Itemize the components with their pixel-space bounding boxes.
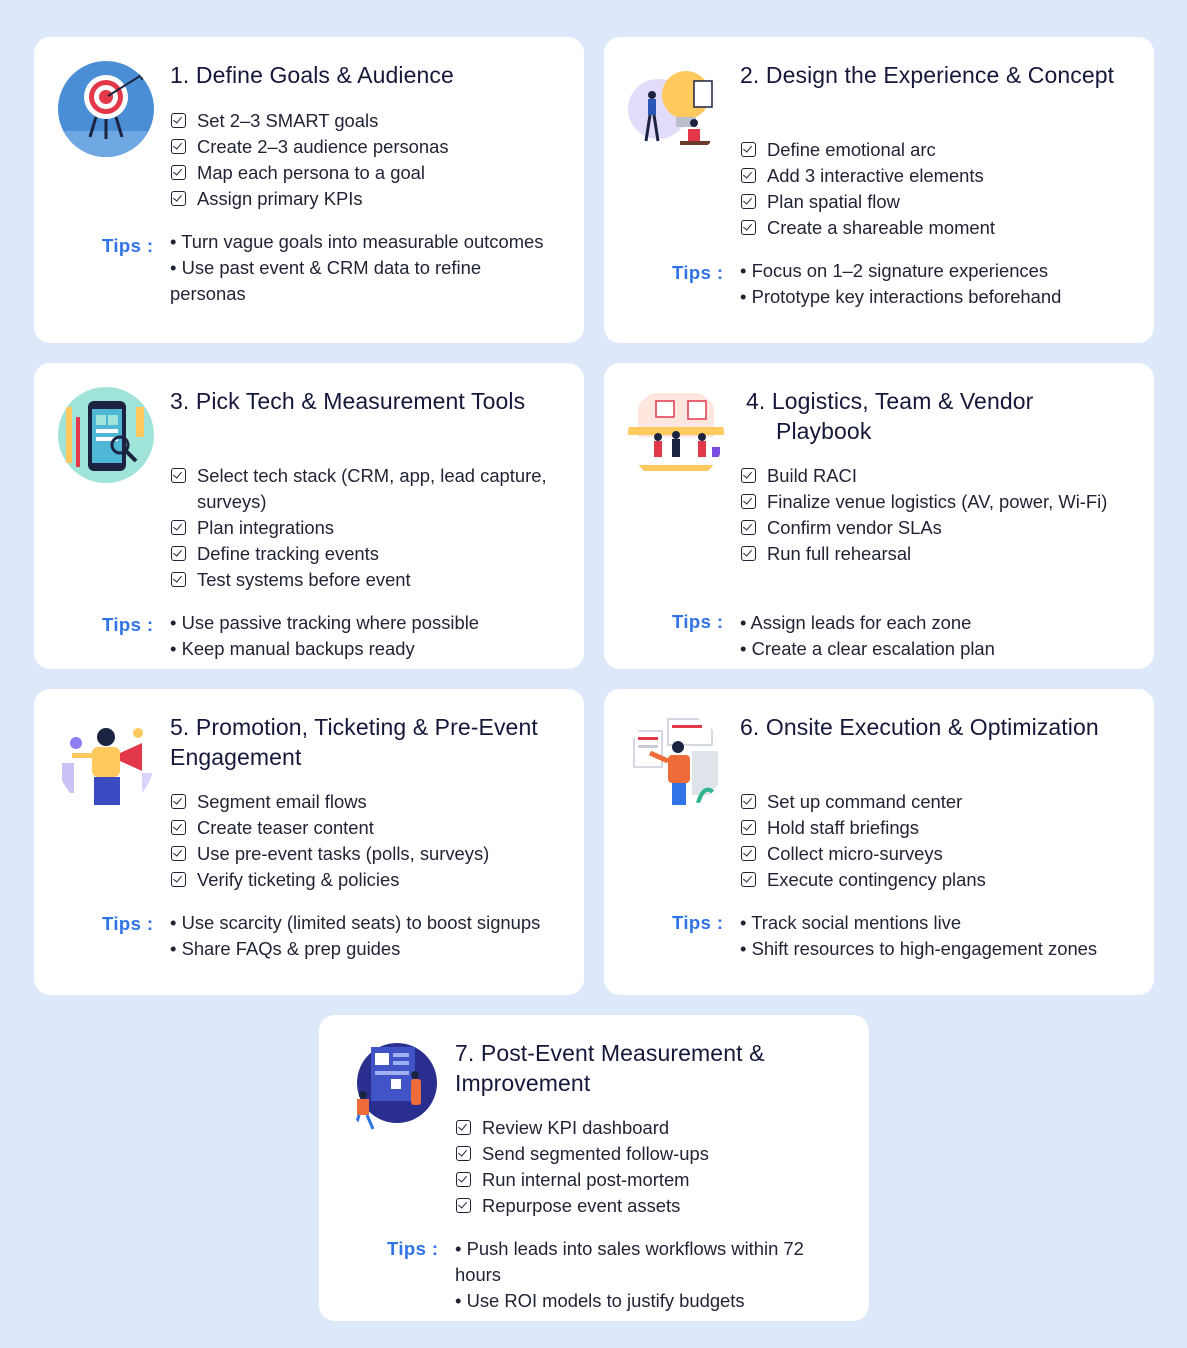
checklist-item[interactable]: Create teaser content xyxy=(171,815,570,841)
card-define-goals xyxy=(34,37,584,343)
card-title: 7. Post-Event Measurement & Improvement xyxy=(455,1040,765,1096)
tips-label: Tips : xyxy=(387,1238,439,1259)
card-title: 3. Pick Tech & Measurement Tools xyxy=(170,388,526,414)
checkbox-icon[interactable] xyxy=(171,139,186,154)
tip-item: • Track social mentions live xyxy=(740,910,1114,936)
checkbox-icon[interactable] xyxy=(171,113,186,128)
card-promotion xyxy=(34,689,584,995)
checkbox-icon[interactable] xyxy=(741,872,756,887)
checklist-item[interactable]: Define tracking events xyxy=(171,541,570,567)
tips-list xyxy=(455,1236,829,1314)
tips-list xyxy=(740,910,1114,962)
checklist xyxy=(456,1115,855,1219)
checkbox-icon[interactable] xyxy=(741,194,756,209)
tip-item: • Turn vague goals into measurable outcomes xyxy=(170,229,544,255)
checklist-item[interactable]: Create 2–3 audience personas xyxy=(171,134,570,160)
tip-item: • Share FAQs & prep guides xyxy=(170,936,544,962)
checklist-item[interactable]: Repurpose event assets xyxy=(456,1193,855,1219)
checklist-item[interactable]: Send segmented follow-ups xyxy=(456,1141,855,1167)
checkbox-icon[interactable] xyxy=(741,220,756,235)
checkbox-icon[interactable] xyxy=(171,520,186,535)
tip-item: • Focus on 1–2 signature experiences xyxy=(740,258,1134,284)
checklist-item[interactable]: Run full rehearsal xyxy=(741,541,1140,567)
tip-item: • Use passive tracking where possible xyxy=(170,610,544,636)
tips-list xyxy=(740,610,1114,662)
calendar-review-icon xyxy=(343,1039,439,1135)
checklist-item[interactable]: Set up command center xyxy=(741,789,1140,815)
card-title: 1. Define Goals & Audience xyxy=(170,62,454,88)
card-onsite-execution xyxy=(604,689,1154,995)
tip-item: • Use ROI models to justify budgets xyxy=(455,1288,829,1314)
tips-label: Tips : xyxy=(672,262,724,283)
checklist-item[interactable]: Set 2–3 SMART goals xyxy=(171,108,570,134)
tips-label: Tips : xyxy=(672,912,724,933)
tip-item: • Prototype key interactions beforehand xyxy=(740,284,1134,310)
target-icon xyxy=(58,61,154,157)
checklist-item[interactable]: Assign primary KPIs xyxy=(171,186,570,212)
checkbox-icon[interactable] xyxy=(171,820,186,835)
tips-list xyxy=(170,610,544,662)
checkbox-icon[interactable] xyxy=(171,794,186,809)
checklist xyxy=(741,463,1140,567)
checkbox-icon[interactable] xyxy=(741,468,756,483)
checklist-item[interactable]: Use pre-event tasks (polls, surveys) xyxy=(171,841,570,867)
checkbox-icon[interactable] xyxy=(171,191,186,206)
checklist-item[interactable]: Review KPI dashboard xyxy=(456,1115,855,1141)
checkbox-icon[interactable] xyxy=(171,165,186,180)
checklist-item[interactable]: Plan spatial flow xyxy=(741,189,1140,215)
checkbox-icon[interactable] xyxy=(456,1172,471,1187)
card-tech-tools xyxy=(34,363,584,669)
tip-item: • Assign leads for each zone xyxy=(740,610,1114,636)
checklist-item[interactable]: Define emotional arc xyxy=(741,137,1140,163)
checklist-item[interactable]: Map each persona to a goal xyxy=(171,160,570,186)
lightbulb-icon xyxy=(628,61,724,157)
checklist-item[interactable]: Create a shareable moment xyxy=(741,215,1140,241)
checkbox-icon[interactable] xyxy=(741,142,756,157)
checklist-item[interactable]: Segment email flows xyxy=(171,789,570,815)
tips-list xyxy=(170,910,544,962)
megaphone-icon xyxy=(58,713,154,809)
tips-list xyxy=(740,258,1134,310)
checklist xyxy=(171,463,570,593)
checkbox-icon[interactable] xyxy=(456,1146,471,1161)
checkbox-icon[interactable] xyxy=(171,846,186,861)
checkbox-icon[interactable] xyxy=(741,794,756,809)
card-post-event xyxy=(319,1015,869,1321)
card-title: 6. Onsite Execution & Optimization xyxy=(740,714,1099,740)
tips-label: Tips : xyxy=(102,235,154,256)
card-title: 5. Promotion, Ticketing & Pre-Event Engagement xyxy=(170,714,538,770)
tip-item: • Use scarcity (limited seats) to boost signups xyxy=(170,910,544,936)
tip-item: • Shift resources to high-engagement zones xyxy=(740,936,1114,962)
checklist-item[interactable]: Build RACI xyxy=(741,463,1140,489)
tips-label: Tips : xyxy=(672,611,724,632)
checklist-item[interactable]: Plan integrations xyxy=(171,515,570,541)
dashboard-presenter-icon xyxy=(628,713,724,809)
tip-item: • Create a clear escalation plan xyxy=(740,636,1114,662)
team-shopping-icon xyxy=(628,387,724,483)
checklist-item[interactable]: Execute contingency plans xyxy=(741,867,1140,893)
checklist-item[interactable]: Run internal post-mortem xyxy=(456,1167,855,1193)
card-title: 4. Logistics, Team & Vendor Playbook xyxy=(746,388,1034,444)
tips-label: Tips : xyxy=(102,913,154,934)
checklist xyxy=(741,137,1140,241)
checkbox-icon[interactable] xyxy=(741,546,756,561)
checkbox-icon[interactable] xyxy=(741,846,756,861)
tip-item: • Push leads into sales workflows within 72 hours xyxy=(455,1236,829,1288)
card-logistics xyxy=(604,363,1154,669)
checklist-item[interactable]: Test systems before event xyxy=(171,567,570,593)
tips-label: Tips : xyxy=(102,614,154,635)
checkbox-icon[interactable] xyxy=(456,1120,471,1135)
checklist xyxy=(171,789,570,893)
checklist-item[interactable]: Confirm vendor SLAs xyxy=(741,515,1140,541)
tip-item: • Keep manual backups ready xyxy=(170,636,544,662)
checklist-item[interactable]: Hold staff briefings xyxy=(741,815,1140,841)
card-title: 2. Design the Experience & Concept xyxy=(740,62,1115,88)
tips-list xyxy=(170,229,544,307)
checkbox-icon[interactable] xyxy=(171,572,186,587)
checkbox-icon[interactable] xyxy=(171,468,186,483)
checklist-item[interactable]: Verify ticketing & policies xyxy=(171,867,570,893)
checklist-item[interactable]: Collect micro-surveys xyxy=(741,841,1140,867)
checklist xyxy=(741,789,1140,893)
phone-tools-icon xyxy=(58,387,154,483)
checkbox-icon[interactable] xyxy=(171,872,186,887)
checklist-item[interactable]: Finalize venue logistics (AV, power, Wi-Fi) xyxy=(741,489,1140,515)
checkbox-icon[interactable] xyxy=(456,1198,471,1213)
checkbox-icon[interactable] xyxy=(741,520,756,535)
checklist-item[interactable]: Select tech stack (CRM, app, lead capture, surveys) xyxy=(171,463,570,515)
checklist-item[interactable]: Add 3 interactive elements xyxy=(741,163,1140,189)
tip-item: • Use past event & CRM data to refine personas xyxy=(170,255,544,307)
checklist xyxy=(171,108,570,212)
checkbox-icon[interactable] xyxy=(741,820,756,835)
checkbox-icon[interactable] xyxy=(741,494,756,509)
card-design-experience xyxy=(604,37,1154,343)
checkbox-icon[interactable] xyxy=(741,168,756,183)
checkbox-icon[interactable] xyxy=(171,546,186,561)
